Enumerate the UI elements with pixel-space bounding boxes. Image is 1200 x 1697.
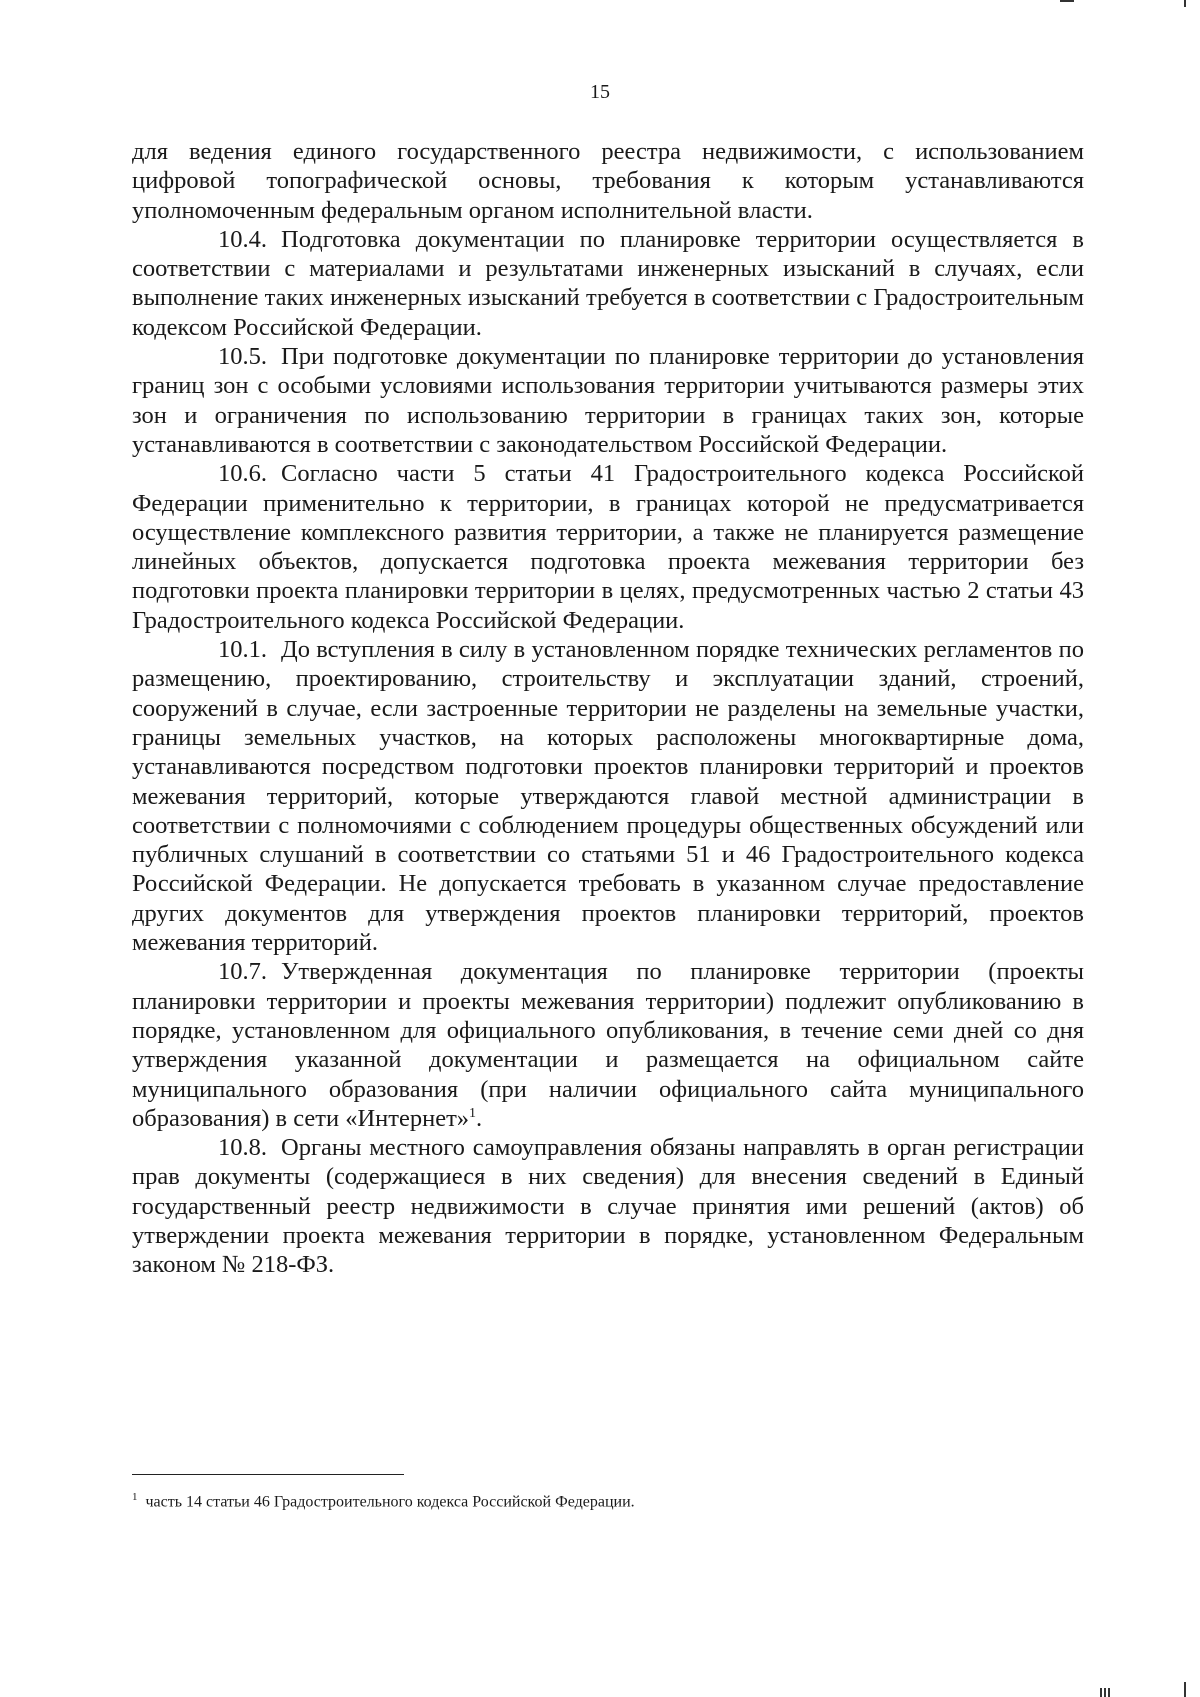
paragraph-text: Согласно части 5 статьи 41 Градостроительного кодекса Российской Федерации применительно к территории, в границах которой не предусматривается осуществление комплексного развития территории, а также не планируется размещение линейных объектов, допускается подготовка проекта межевания территории без подготовки проекта планировки территории в целях, предусмотренных частью 2 статьи 43 Градостроительного кодекса Российской Федерации. <box>132 460 1084 634</box>
footnote-marker: 1 <box>132 1491 138 1503</box>
paragraph-text: для ведения единого государственного реестра недвижимости, с использованием цифровой топографической основы, требования к которым устанавливаются уполномоченным федеральным органом исполнительной власти. <box>132 138 1084 224</box>
scan-mark-bottom <box>1100 1688 1110 1697</box>
footnote-reference[interactable]: 1 <box>469 1105 477 1121</box>
paragraph-number: 10.4. <box>218 225 267 253</box>
footnote <box>132 1486 1084 1513</box>
scan-mark-top <box>1060 0 1074 2</box>
scan-mark-bottom-right <box>1184 1682 1186 1697</box>
scan-mark-top-right <box>1184 0 1186 7</box>
paragraph-text: Подготовка документации по планировке территории осуществляется в соответствии с материалами и результатами инженерных изысканий в случаях, если выполнение таких инженерных изысканий требуется в соответствии с Градостроительным кодексом Российской Федерации. <box>132 225 1084 341</box>
paragraph-text: Органы местного самоуправления обязаны направлять в орган регистрации прав документы (содержащиеся в них сведения) для внесения сведений в Единый государственный реестр недвижимости в случае принятия ими решений (актов) об утверждении проекта межевания территории в порядке, установленном Федеральным законом № 218-ФЗ. <box>132 1134 1084 1279</box>
paragraph-10-6 <box>132 459 1084 635</box>
paragraph-10-8 <box>132 1133 1084 1279</box>
paragraph-10-1 <box>132 635 1084 957</box>
page-number: 15 <box>590 81 610 103</box>
paragraph-text: При подготовке документации по планировке территории до установления границ зон с особыми условиями использования территории учитываются размеры этих зон и ограничения по использованию территории в границах таких зон, которые устанавливаются в соответствии с законодательством Российской Федерации. <box>132 343 1084 458</box>
footnote-separator <box>132 1474 404 1475</box>
document-body <box>132 137 1084 1280</box>
paragraph-continuation <box>132 137 1084 225</box>
paragraph-text: До вступления в силу в установленном порядке технических регламентов по размещению, проектированию, строительству и эксплуатации зданий, строений, сооружений в случае, если застроенные территории не разделены на земельные участки, границы земельных участков, на которых расположены многоквартирные дома, устанавливаются посредством подготовки проектов планировки территорий и проектов межевания территорий, которые утверждаются главой местной администрации в соответствии с полномочиями с соблюдением процедуры общественных обсуждений или публичных слушаний в соответствии со статьями 51 и 46 Градостроительного кодекса Российской Федерации. Не допускается требовать в указанном случае предоставление других документов для утверждения проектов планировки территорий, проектов межевания территорий. <box>132 636 1084 957</box>
paragraph-10-5 <box>132 342 1084 459</box>
paragraph-number: 10.5. <box>218 343 267 371</box>
paragraph-10-4 <box>132 225 1084 342</box>
paragraph-number: 10.7. <box>218 958 267 986</box>
footnote-text: часть 14 статьи 46 Градостроительного кодекса Российской Федерации. <box>145 1493 635 1511</box>
paragraph-tail: . <box>476 1104 483 1132</box>
paragraph-number: 10.8. <box>218 1134 267 1162</box>
paragraph-text: Утвержденная документация по планировке территории (проекты планировки территории и проекты межевания территории) подлежит опубликованию в порядке, установленном для официального опубликования, в течение семи дней со дня утверждения указанной документации и размещается на официальном сайте муниципального образования (при наличии официального сайта муниципального образования) в сети «Интернет» <box>132 958 1084 1132</box>
paragraph-number: 10.6. <box>218 460 267 488</box>
paragraph-10-7 <box>132 957 1084 1133</box>
paragraph-number: 10.1. <box>218 636 267 664</box>
